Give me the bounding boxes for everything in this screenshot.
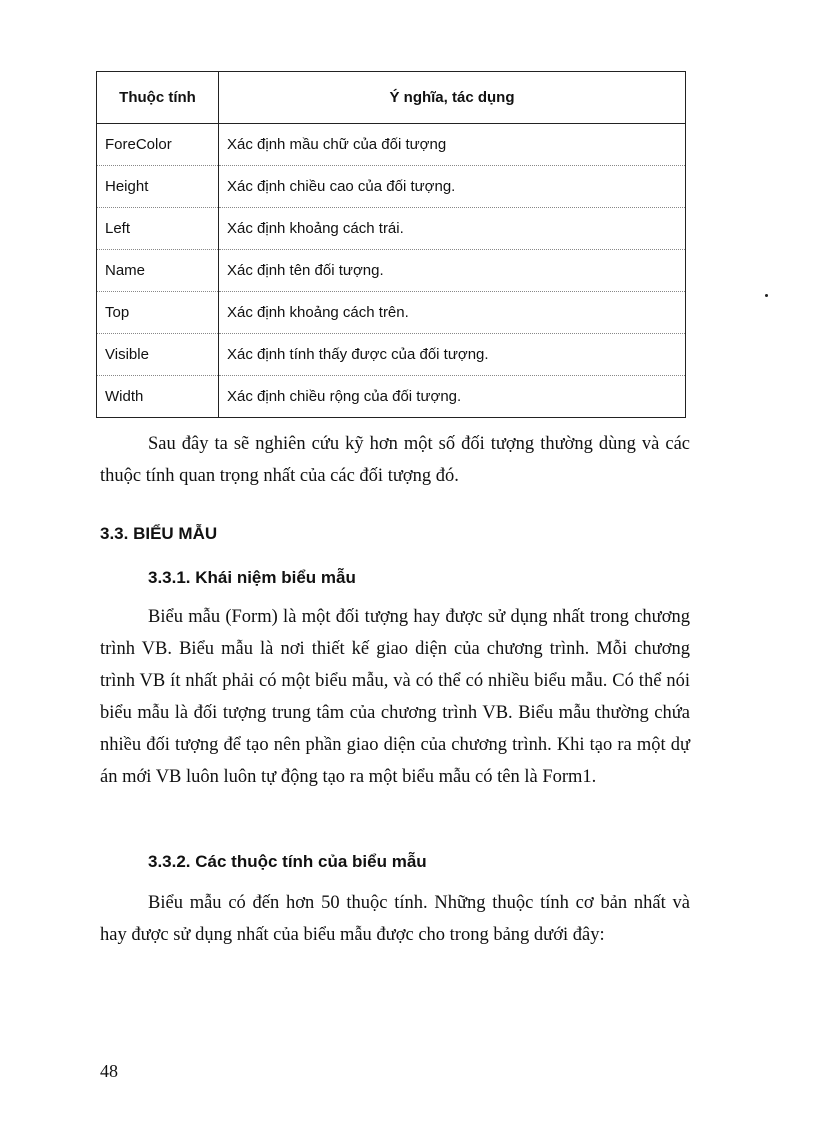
property-meaning: Xác định tính thấy được của đối tượng.	[219, 334, 686, 376]
property-meaning: Xác định khoảng cách trên.	[219, 292, 686, 334]
property-meaning: Xác định tên đối tượng.	[219, 250, 686, 292]
table-header-row	[97, 72, 686, 124]
property-name: ForeColor	[97, 124, 219, 166]
table-row	[97, 208, 686, 250]
subsection-title-1: 3.3.1. Khái niệm biểu mẫu	[148, 568, 356, 587]
table-row	[97, 334, 686, 376]
property-meaning: Xác định chiều cao của đối tượng.	[219, 166, 686, 208]
property-name: Width	[97, 376, 219, 418]
table-row	[97, 376, 686, 418]
section-title: 3.3. BIỂU MẪU	[100, 524, 218, 543]
table-row	[97, 124, 686, 166]
table-row	[97, 166, 686, 208]
property-name: Top	[97, 292, 219, 334]
intro-paragraph: Sau đây ta sẽ nghiên cứu kỹ hơn một số đối tượng thường dùng và các thuộc tính quan trọng nhất của các đối tượng đó.	[100, 434, 690, 486]
property-meaning: Xác định chiều rộng của đối tượng.	[219, 376, 686, 418]
subsection-title-2: 3.3.2. Các thuộc tính của biểu mẫu	[148, 852, 427, 871]
header-meaning: Ý nghĩa, tác dụng	[219, 72, 686, 124]
page-number: 48	[100, 1061, 118, 1081]
table-row	[97, 250, 686, 292]
property-name: Visible	[97, 334, 219, 376]
property-name: Height	[97, 166, 219, 208]
header-property: Thuộc tính	[97, 72, 219, 124]
table-row	[97, 292, 686, 334]
property-meaning: Xác định khoảng cách trái.	[219, 208, 686, 250]
scan-speck	[765, 294, 768, 297]
property-name: Name	[97, 250, 219, 292]
property-meaning: Xác định mầu chữ của đối tượng	[219, 124, 686, 166]
properties-table	[96, 71, 686, 418]
property-name: Left	[97, 208, 219, 250]
subsection-1-paragraph: Biểu mẫu (Form) là một đối tượng hay được sử dụng nhất trong chương trình VB. Biểu mẫu là nơi thiết kế giao diện của chương trình. Mỗi chương trình VB ít nhất phải có một biểu mẫu, và có thể có nhiều biểu mẫu. Có thể nói biểu mẫu là đối tượng trung tâm của chương trình VB. Biểu mẫu thường chứa nhiều đối tượng để tạo nên phần giao diện của chương trình. Khi tạo ra một dự án mới VB luôn luôn tự động tạo ra một biểu mẫu có tên là Form1.	[100, 607, 690, 787]
subsection-2-paragraph: Biểu mẫu có đến hơn 50 thuộc tính. Những thuộc tính cơ bản nhất và hay được sử dụng nhất của biểu mẫu được cho trong bảng dưới đây:	[100, 893, 690, 945]
